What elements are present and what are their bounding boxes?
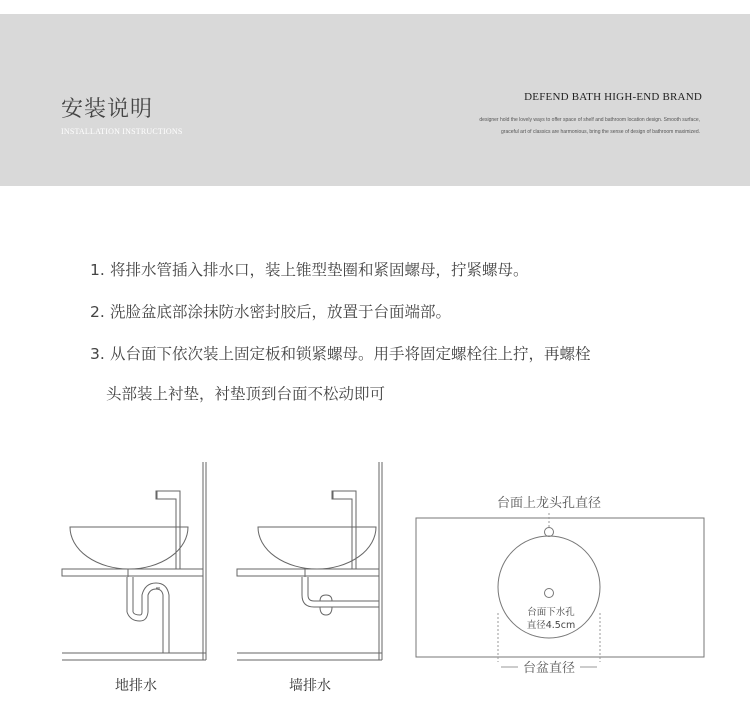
wall-drain-caption: 墙排水 [289,678,331,694]
step-text: 头部装上衬垫，衬垫顶到台面不松动即可 [106,385,386,403]
drain-hole-label-line1: 台面下水孔 [527,607,575,618]
brand-tagline-line1: designer hold the lovely ways to offer space of shelf and bathroom location design. Smooth surface, [479,117,700,123]
brand-name: DEFEND BATH HIGH-END BRAND [524,91,702,103]
drain-hole-label-line2: 直径4.5cm [526,620,576,631]
basin-diameter-label: 台盆直径 [522,661,576,676]
installation-diagrams [0,455,750,713]
step-text: 将排水管插入排水口，装上锥型垫圈和紧固螺母，拧紧螺母。 [110,261,529,279]
step-3 [90,342,591,364]
step-text: 洗脸盆底部涂抹防水密封胶后，放置于台面端部。 [110,303,452,321]
step-1 [90,258,529,280]
header-banner [0,14,750,186]
step-number: 1. [90,261,105,279]
page-subtitle: INSTALLATION INSTRUCTIONS [61,127,183,136]
step-number: 2. [90,303,105,321]
faucet-hole-label: 台面上龙头孔直径 [496,496,602,511]
floor-drain-caption: 地排水 [115,678,157,694]
wall-drain-diagram [237,462,382,660]
step-2 [90,300,451,322]
countertop-hole-diagram [416,513,704,667]
step-text: 从台面下依次装上固定板和锁紧螺母。用手将固定螺栓往上拧，再螺栓 [110,345,591,363]
step-3-continued [106,382,385,404]
floor-drain-diagram [62,462,206,660]
brand-tagline-line2: graceful art of classics are harmonious, bring the sense of design of bathroom maximized. [501,129,700,135]
step-number: 3. [90,345,105,363]
page-title: 安装说明 [61,97,154,122]
